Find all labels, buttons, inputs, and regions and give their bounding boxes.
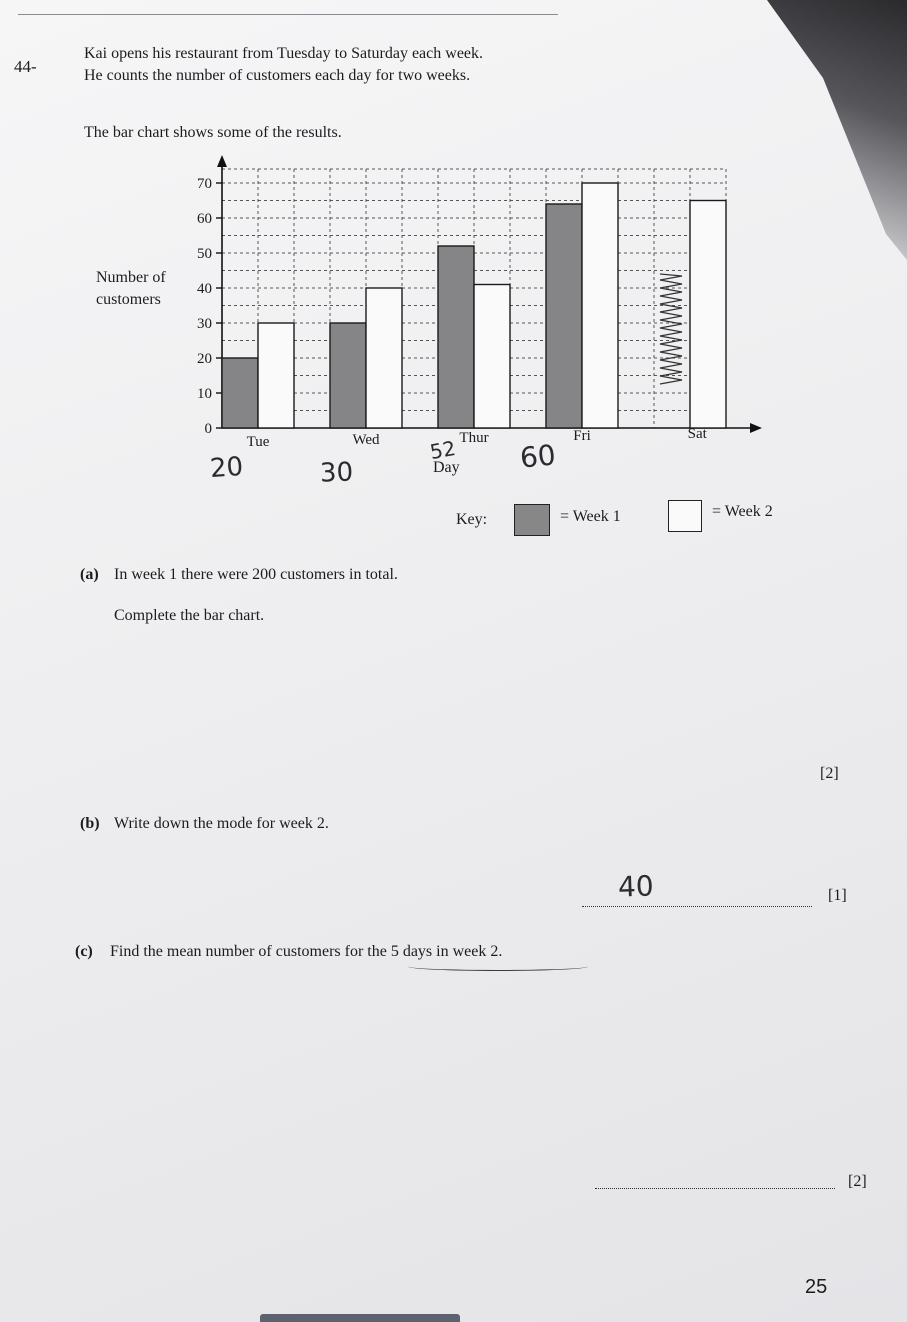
bar-week2-thur [474,285,510,429]
part-a-text: In week 1 there were 200 customers in total. [114,566,398,583]
y-axis-label-line-1: Number of [96,269,166,286]
key-week1-swatch [514,504,550,536]
bar-week1-fri [546,204,582,428]
y-tick-label-50: 50 [197,246,212,262]
bar-week1-tue [222,358,258,428]
key-week1-label: = Week 1 [560,508,621,525]
bar-week2-wed [366,288,402,428]
x-tick-label-wed: Wed [352,432,380,448]
y-tick-label-20: 20 [197,351,212,367]
x-tick-label-sat: Sat [687,426,707,442]
part-c-text: Find the mean number of customers for the 5 days in week 2. [110,943,503,960]
bar-week2-tue [258,323,294,428]
y-tick-label-10: 10 [197,386,212,402]
desk-edge [260,1314,460,1322]
intro-line-3: The bar chart shows some of the results. [84,124,342,141]
part-b-text: Write down the mode for week 2. [114,815,329,832]
handwritten-tue: 20 [208,451,245,485]
intro-line-1: Kai opens his restaurant from Tuesday to Saturday each week. [84,45,484,62]
y-axis-label-line-2: customers [96,291,161,308]
key-week2-swatch [668,500,702,532]
key-week2-label: = Week 2 [712,503,773,520]
x-tick-label-tue: Tue [246,434,270,450]
x-axis-arrow [750,423,762,433]
handwritten-fri: 60 [518,438,558,475]
part-c-marks: [2] [848,1173,867,1190]
bar-week2-fri [582,183,618,428]
key-label: Key: [456,511,488,528]
y-tick-label-60: 60 [197,211,212,227]
part-b-answer-line[interactable] [582,906,812,907]
handwritten-wed: 30 [319,457,354,489]
part-a-instruction: Complete the bar chart. [114,607,265,624]
y-tick-label-70: 70 [197,176,212,192]
y-tick-label-30: 30 [197,316,212,332]
bar-chart [0,0,907,560]
part-b-label: (b) [80,815,100,832]
handwritten-thur: 52 [428,435,458,465]
part-b-marks: [1] [828,887,847,904]
x-axis-label: Day [433,459,460,476]
y-tick-label-40: 40 [197,281,212,297]
page-number: 25 [805,1276,828,1298]
x-tick-label-thur: Thur [459,430,489,446]
part-a-marks: [2] [820,765,839,782]
question-number: 44- [14,57,37,76]
bar-week2-sat [690,201,726,429]
x-tick-label-fri: Fri [573,428,591,444]
part-b-answer: 40 [617,869,655,904]
part-a-label: (a) [80,566,99,583]
part-c-label: (c) [75,943,93,960]
bar-week1-thur [438,246,474,428]
sat-week1-scribble [660,274,682,384]
part-c-handwritten-underline [408,962,588,971]
y-axis-arrow [217,155,227,167]
bar-week1-wed [330,323,366,428]
part-c-answer-line[interactable] [595,1188,835,1189]
y-tick-label-0: 0 [204,421,212,437]
intro-line-2: He counts the number of customers each day for two weeks. [84,67,471,84]
